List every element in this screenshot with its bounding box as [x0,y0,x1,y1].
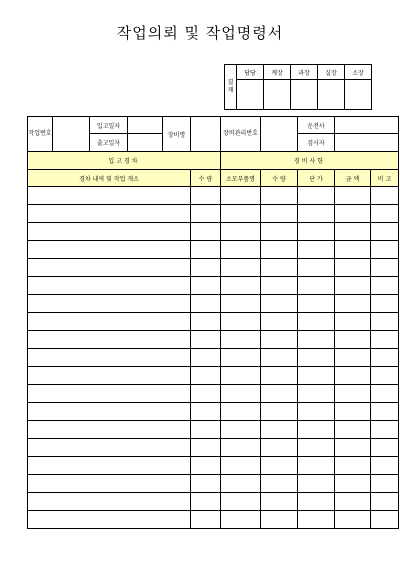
row-unit-price-cell[interactable] [298,205,335,223]
work-order-table [27,116,399,529]
row-qty2-cell[interactable] [261,277,298,295]
table-row [28,475,399,493]
table-row [28,277,399,295]
row-amount-cell[interactable] [335,511,371,529]
col-header-amount: 금 액 [335,170,371,187]
row-qty-cell[interactable] [191,277,221,295]
table-row [28,493,399,511]
row-detail-cell[interactable] [28,475,191,493]
row-detail-cell[interactable] [28,367,191,385]
row-qty-cell[interactable] [191,187,221,205]
row-amount-cell[interactable] [335,331,371,349]
approval-sign-section-head[interactable] [291,80,318,110]
table-row [28,295,399,313]
row-consumable-cell[interactable] [221,349,261,367]
row-qty2-cell[interactable] [261,439,298,457]
row-unit-price-cell[interactable] [298,475,335,493]
table-row [28,367,399,385]
row-qty2-cell[interactable] [261,385,298,403]
row-qty2-cell[interactable] [261,241,298,259]
row-note-cell[interactable] [371,223,399,241]
row-detail-cell[interactable] [28,313,191,331]
col-header-consumables: 소모부품명 [221,170,261,187]
row-amount-cell[interactable] [335,493,371,511]
page-title: 작업의뢰 및 작업명령서 [116,24,284,42]
row-detail-cell[interactable] [28,241,191,259]
row-unit-price-cell[interactable] [298,277,335,295]
row-unit-price-cell[interactable] [298,421,335,439]
driver-label: 운전사 [298,117,335,134]
row-qty2-cell[interactable] [261,223,298,241]
col-header-qty: 수 량 [191,170,221,187]
section-header-left: 입고경차 [28,152,221,170]
row-detail-cell[interactable] [28,205,191,223]
row-qty-cell[interactable] [191,367,221,385]
col-header-qty-2: 수 량 [261,170,298,187]
inspector-value[interactable] [335,134,399,152]
table-row [28,241,399,259]
row-unit-price-cell[interactable] [298,403,335,421]
row-consumable-cell[interactable] [221,187,261,205]
row-amount-cell[interactable] [335,187,371,205]
row-note-cell[interactable] [371,187,399,205]
row-consumable-cell[interactable] [221,403,261,421]
row-qty-cell[interactable] [191,223,221,241]
row-unit-price-cell[interactable] [298,295,335,313]
row-qty-cell[interactable] [191,475,221,493]
row-consumable-cell[interactable] [221,421,261,439]
equipment-mgmt-no-value[interactable] [261,117,298,152]
approval-sign-chief[interactable] [264,80,291,110]
row-qty2-cell[interactable] [261,475,298,493]
row-qty-cell[interactable] [191,259,221,277]
row-qty-cell[interactable] [191,421,221,439]
row-amount-cell[interactable] [335,457,371,475]
table-row [28,421,399,439]
row-amount-cell[interactable] [335,367,371,385]
row-note-cell[interactable] [371,457,399,475]
row-consumable-cell[interactable] [221,439,261,457]
table-row [28,385,399,403]
row-note-cell[interactable] [371,475,399,493]
row-consumable-cell[interactable] [221,259,261,277]
receive-date-value[interactable] [128,117,163,134]
row-consumable-cell[interactable] [221,295,261,313]
row-unit-price-cell[interactable] [298,511,335,529]
row-detail-cell[interactable] [28,439,191,457]
row-consumable-cell[interactable] [221,367,261,385]
row-consumable-cell[interactable] [221,313,261,331]
row-qty2-cell[interactable] [261,367,298,385]
row-amount-cell[interactable] [335,277,371,295]
row-note-cell[interactable] [371,277,399,295]
row-detail-cell[interactable] [28,349,191,367]
approval-header-chief: 계장 [264,65,291,80]
row-qty2-cell[interactable] [261,187,298,205]
row-qty-cell[interactable] [191,241,221,259]
row-qty-cell[interactable] [191,403,221,421]
row-detail-cell[interactable] [28,421,191,439]
row-qty2-cell[interactable] [261,493,298,511]
release-date-value[interactable] [128,134,163,152]
row-qty-cell[interactable] [191,385,221,403]
row-qty2-cell[interactable] [261,331,298,349]
row-consumable-cell[interactable] [221,223,261,241]
row-detail-cell[interactable] [28,403,191,421]
approval-sign-director[interactable] [345,80,372,110]
row-qty-cell[interactable] [191,349,221,367]
row-unit-price-cell[interactable] [298,313,335,331]
row-detail-cell[interactable] [28,223,191,241]
row-unit-price-cell[interactable] [298,493,335,511]
row-detail-cell[interactable] [28,295,191,313]
equipment-name-label: 장비명 [163,117,191,152]
row-note-cell[interactable] [371,313,399,331]
col-header-note: 비 고 [371,170,399,187]
table-row [28,205,399,223]
row-qty2-cell[interactable] [261,295,298,313]
approval-label: 결재 [225,65,237,110]
row-amount-cell[interactable] [335,349,371,367]
row-detail-cell[interactable] [28,277,191,295]
row-detail-cell[interactable] [28,457,191,475]
row-consumable-cell[interactable] [221,493,261,511]
col-header-unit-price: 단 가 [298,170,335,187]
row-amount-cell[interactable] [335,259,371,277]
row-consumable-cell[interactable] [221,205,261,223]
approval-sign-office-head[interactable] [318,80,345,110]
release-date-label: 출고일자 [90,134,128,152]
table-row [28,331,399,349]
approval-header-staff: 담당 [237,65,264,80]
row-note-cell[interactable] [371,349,399,367]
row-detail-cell[interactable] [28,331,191,349]
approval-header-office-head: 실장 [318,65,345,80]
row-amount-cell[interactable] [335,205,371,223]
col-header-details: 경차 내역 및 작업 개소 [28,170,191,187]
work-no-label: 작업번호 [28,117,53,152]
table-row [28,259,399,277]
row-qty2-cell[interactable] [261,349,298,367]
row-unit-price-cell[interactable] [298,187,335,205]
row-qty-cell[interactable] [191,457,221,475]
row-unit-price-cell[interactable] [298,241,335,259]
row-detail-cell[interactable] [28,511,191,529]
row-amount-cell[interactable] [335,385,371,403]
row-note-cell[interactable] [371,295,399,313]
row-unit-price-cell[interactable] [298,349,335,367]
row-qty2-cell[interactable] [261,511,298,529]
table-row [28,187,399,205]
row-unit-price-cell[interactable] [298,223,335,241]
row-consumable-cell[interactable] [221,241,261,259]
row-qty2-cell[interactable] [261,457,298,475]
row-detail-cell[interactable] [28,187,191,205]
row-consumable-cell[interactable] [221,277,261,295]
row-consumable-cell[interactable] [221,475,261,493]
row-qty-cell[interactable] [191,493,221,511]
row-consumable-cell[interactable] [221,511,261,529]
approval-header-director: 소장 [345,65,372,80]
row-qty2-cell[interactable] [261,259,298,277]
row-qty2-cell[interactable] [261,403,298,421]
row-unit-price-cell[interactable] [298,457,335,475]
row-qty2-cell[interactable] [261,421,298,439]
row-qty2-cell[interactable] [261,313,298,331]
row-unit-price-cell[interactable] [298,331,335,349]
row-qty2-cell[interactable] [261,205,298,223]
table-row [28,349,399,367]
inspector-label: 검사자 [298,134,335,152]
row-amount-cell[interactable] [335,421,371,439]
work-no-value[interactable] [53,117,90,152]
row-note-cell[interactable] [371,367,399,385]
row-amount-cell[interactable] [335,295,371,313]
row-note-cell[interactable] [371,403,399,421]
row-note-cell[interactable] [371,439,399,457]
row-detail-cell[interactable] [28,493,191,511]
row-note-cell[interactable] [371,241,399,259]
table-row [28,511,399,529]
row-qty-cell[interactable] [191,313,221,331]
row-note-cell[interactable] [371,385,399,403]
row-note-cell[interactable] [371,259,399,277]
driver-value[interactable] [335,117,399,134]
row-qty-cell[interactable] [191,439,221,457]
row-unit-price-cell[interactable] [298,385,335,403]
equipment-name-value[interactable] [191,117,221,152]
row-unit-price-cell[interactable] [298,367,335,385]
row-qty-cell[interactable] [191,295,221,313]
receive-date-label: 입고일자 [90,117,128,134]
row-amount-cell[interactable] [335,439,371,457]
row-amount-cell[interactable] [335,313,371,331]
row-unit-price-cell[interactable] [298,259,335,277]
row-qty-cell[interactable] [191,331,221,349]
equipment-mgmt-no-label: 장비관리번호 [221,117,261,152]
row-note-cell[interactable] [371,511,399,529]
row-amount-cell[interactable] [335,475,371,493]
row-qty-cell[interactable] [191,205,221,223]
approval-table [224,64,372,110]
row-qty-cell[interactable] [191,511,221,529]
row-detail-cell[interactable] [28,259,191,277]
row-note-cell[interactable] [371,421,399,439]
table-row [28,457,399,475]
row-note-cell[interactable] [371,331,399,349]
row-consumable-cell[interactable] [221,331,261,349]
row-amount-cell[interactable] [335,223,371,241]
row-note-cell[interactable] [371,493,399,511]
table-row [28,439,399,457]
row-consumable-cell[interactable] [221,457,261,475]
table-row [28,223,399,241]
row-detail-cell[interactable] [28,385,191,403]
table-row [28,403,399,421]
row-consumable-cell[interactable] [221,385,261,403]
row-note-cell[interactable] [371,205,399,223]
approval-sign-staff[interactable] [237,80,264,110]
approval-header-section-head: 과장 [291,65,318,80]
section-header-right: 경비사항 [221,152,399,170]
row-unit-price-cell[interactable] [298,439,335,457]
row-amount-cell[interactable] [335,241,371,259]
row-amount-cell[interactable] [335,403,371,421]
table-row [28,313,399,331]
